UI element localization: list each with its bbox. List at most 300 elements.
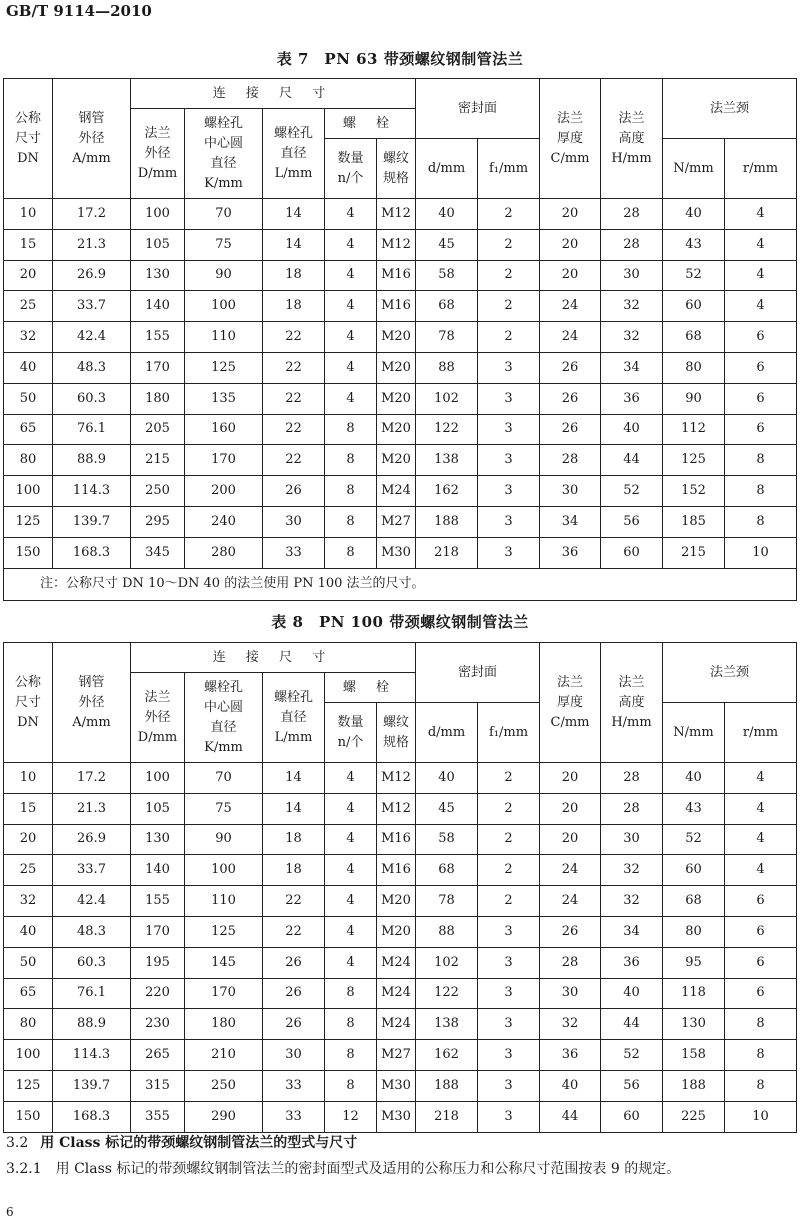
table-cell: 195 [131, 947, 185, 978]
table-cell: 40 [416, 763, 478, 794]
table-cell: 155 [131, 322, 185, 353]
table-cell: 65 [4, 414, 53, 445]
table-cell: 88.9 [53, 445, 131, 476]
table-cell: 280 [185, 537, 263, 568]
header-bolt: 螺 栓 [325, 673, 416, 703]
table-cell: 125 [4, 1070, 53, 1101]
table-row [4, 1009, 797, 1040]
table-cell: 43 [663, 793, 725, 824]
table-cell: 76.1 [53, 978, 131, 1009]
table-cell: 80 [4, 1009, 53, 1040]
table-cell: M20 [377, 414, 416, 445]
table-cell: 75 [185, 793, 263, 824]
header-dn [4, 79, 53, 199]
table-cell: 8 [325, 978, 377, 1009]
header-flange-od-line: D/mm [137, 729, 178, 745]
table-cell: 122 [416, 978, 478, 1009]
header-pipe-od [53, 643, 131, 763]
table-cell: 40 [663, 763, 725, 794]
table-cell: 4 [725, 824, 797, 855]
header-flange-thickness-line: 厚度 [557, 130, 584, 146]
table-cell: 42.4 [53, 886, 131, 917]
header-flange-neck: 法兰颈 [663, 79, 797, 139]
table-cell: 80 [663, 352, 725, 383]
table-cell: 8 [325, 506, 377, 537]
table-cell: 33.7 [53, 855, 131, 886]
table-cell: 15 [4, 793, 53, 824]
table-cell: 250 [185, 1070, 263, 1101]
table-cell: M20 [377, 916, 416, 947]
table-cell: 24 [540, 322, 601, 353]
header-pipe-od-line: 外径 [78, 694, 105, 710]
table-cell: 40 [416, 199, 478, 230]
header-connection: 连 接 尺 寸 [131, 79, 416, 109]
header-dn-line: 尺寸 [14, 130, 41, 146]
table-cell: 12 [325, 1101, 377, 1132]
table-cell: M16 [377, 824, 416, 855]
table-cell: 20 [540, 824, 601, 855]
table-cell: 30 [263, 506, 325, 537]
table-cell: 2 [478, 793, 540, 824]
table-cell: 225 [663, 1101, 725, 1132]
header-bolt-circle [185, 673, 263, 763]
table-cell: 8 [725, 1040, 797, 1071]
table-cell: 34 [601, 916, 663, 947]
header-thread-spec-line: 螺纹 [382, 714, 409, 730]
table-cell: 20 [4, 824, 53, 855]
table-cell: 138 [416, 445, 478, 476]
table-cell: 44 [540, 1101, 601, 1132]
table-cell: 240 [185, 506, 263, 537]
header-bolt-hole-line: 螺栓孔 [273, 125, 313, 141]
table-cell: 58 [416, 824, 478, 855]
table-cell: 26 [540, 916, 601, 947]
header-pipe-od-line: 钢管 [78, 110, 105, 126]
table-cell: 14 [263, 199, 325, 230]
table-cell: 52 [601, 476, 663, 507]
table-cell: 140 [131, 291, 185, 322]
table-cell: 139.7 [53, 506, 131, 537]
table-cell: 32 [4, 322, 53, 353]
table-cell: M12 [377, 229, 416, 260]
header-seal-d: d/mm [416, 703, 478, 763]
table-cell: 28 [601, 229, 663, 260]
table-row [4, 352, 797, 383]
table-cell: 8 [725, 445, 797, 476]
table-cell: 17.2 [53, 763, 131, 794]
header-dn-line: DN [17, 150, 39, 166]
table-cell: 118 [663, 978, 725, 1009]
table-cell: 28 [540, 947, 601, 978]
table-cell: 60 [601, 1101, 663, 1132]
table-cell: 44 [601, 445, 663, 476]
table-cell: M16 [377, 291, 416, 322]
table-cell: 30 [263, 1040, 325, 1071]
table-cell: 30 [540, 978, 601, 1009]
table-cell: 8 [725, 506, 797, 537]
table-cell: 18 [263, 824, 325, 855]
table-cell: 78 [416, 886, 478, 917]
table-cell: 26 [540, 414, 601, 445]
table-cell: 32 [4, 886, 53, 917]
table-cell: 30 [540, 476, 601, 507]
table-row [4, 199, 797, 230]
table-row [4, 1101, 797, 1132]
table-cell: 22 [263, 383, 325, 414]
table-cell: M24 [377, 1009, 416, 1040]
table-cell: 26 [263, 1009, 325, 1040]
paragraph-3-2-1 [6, 1157, 794, 1181]
header-bolt-circle-line: 直径 [210, 155, 237, 171]
header-bolt-hole-line: 直径 [280, 145, 307, 161]
header-bolt-hole-line: 螺栓孔 [273, 689, 313, 705]
table-cell: 18 [263, 291, 325, 322]
table-cell: M24 [377, 476, 416, 507]
table-cell: 4 [325, 947, 377, 978]
header-pipe-od [53, 79, 131, 199]
table-cell: 315 [131, 1070, 185, 1101]
table-cell: 8 [325, 1070, 377, 1101]
table-cell: 3 [478, 445, 540, 476]
table-cell: 14 [263, 793, 325, 824]
header-bolt-circle-line: 中心圆 [203, 699, 243, 715]
table-cell: 45 [416, 229, 478, 260]
table-cell: 68 [663, 886, 725, 917]
table-cell: M24 [377, 947, 416, 978]
header-flange-od-line: 法兰 [144, 689, 171, 705]
table-cell: 130 [131, 260, 185, 291]
table-cell: 60 [663, 855, 725, 886]
table-cell: 100 [4, 1040, 53, 1071]
table-cell: 102 [416, 947, 478, 978]
header-pipe-od-line: 外径 [78, 130, 105, 146]
table-cell: 105 [131, 793, 185, 824]
header-dn-line: 公称 [14, 110, 41, 126]
table-cell: 75 [185, 229, 263, 260]
table-cell: 48.3 [53, 916, 131, 947]
table-cell: 80 [663, 916, 725, 947]
header-bolt-hole [263, 673, 325, 763]
table-cell: 3 [478, 916, 540, 947]
table-cell: 8 [725, 476, 797, 507]
table-cell: M24 [377, 978, 416, 1009]
table-cell: 26.9 [53, 824, 131, 855]
table-cell: 4 [325, 352, 377, 383]
header-dn [4, 643, 53, 763]
header-bolt-circle-line: 直径 [210, 719, 237, 735]
table-cell: 135 [185, 383, 263, 414]
table-cell: 60.3 [53, 947, 131, 978]
header-bolt-qty-line: n/个 [337, 170, 364, 186]
table-row [4, 537, 797, 568]
table-row [4, 763, 797, 794]
table-cell: 6 [725, 886, 797, 917]
header-neck-r: r/mm [725, 703, 797, 763]
table-cell: 3 [478, 1009, 540, 1040]
table-cell: 188 [416, 1070, 478, 1101]
section-heading [6, 1132, 357, 1152]
table-cell: 17.2 [53, 199, 131, 230]
table-cell: 52 [663, 260, 725, 291]
table-row [4, 476, 797, 507]
table-cell: 22 [263, 414, 325, 445]
table-cell: 14 [263, 763, 325, 794]
paragraph-text: 用 Class 标记的带颈螺纹钢制管法兰的密封面型式及适用的公称压力和公称尺寸范围按表 9 的规定。 [55, 1161, 681, 1177]
table-cell: 162 [416, 476, 478, 507]
table-cell: 250 [131, 476, 185, 507]
table-row [4, 322, 797, 353]
header-thread-spec-line: 规格 [382, 734, 409, 750]
table-cell: 22 [263, 916, 325, 947]
header-flange-thickness-line: C/mm [550, 150, 590, 166]
table-cell: 4 [325, 793, 377, 824]
table-cell: 28 [601, 793, 663, 824]
table-cell: 4 [325, 383, 377, 414]
table-row [4, 947, 797, 978]
table-cell: 8 [325, 1009, 377, 1040]
table-cell: 65 [4, 978, 53, 1009]
table-cell: M27 [377, 1040, 416, 1071]
table-cell: 60 [601, 537, 663, 568]
table-cell: 52 [663, 824, 725, 855]
table-cell: 6 [725, 978, 797, 1009]
header-dn-line: 公称 [14, 674, 41, 690]
table-cell: 8 [325, 445, 377, 476]
table-cell: 36 [540, 537, 601, 568]
table-cell: 88 [416, 916, 478, 947]
table-cell: 24 [540, 855, 601, 886]
header-flange-od-line: 法兰 [144, 125, 171, 141]
table-cell: 105 [131, 229, 185, 260]
table-cell: 3 [478, 352, 540, 383]
table-cell: 22 [263, 445, 325, 476]
table-cell: 28 [540, 445, 601, 476]
table-cell: 28 [601, 763, 663, 794]
table-cell: 6 [725, 414, 797, 445]
table-cell: M30 [377, 1101, 416, 1132]
table-cell: 100 [185, 291, 263, 322]
table-cell: 48.3 [53, 352, 131, 383]
table-cell: 20 [540, 199, 601, 230]
header-thread-spec-line: 螺纹 [382, 150, 409, 166]
table-cell: M12 [377, 763, 416, 794]
table-cell: 3 [478, 1070, 540, 1101]
table-cell: 215 [663, 537, 725, 568]
header-flange-thickness [540, 79, 601, 199]
table-cell: 218 [416, 1101, 478, 1132]
table-cell: 4 [325, 886, 377, 917]
table-cell: 139.7 [53, 1070, 131, 1101]
table-cell: 34 [540, 506, 601, 537]
header-thread-spec [377, 703, 416, 763]
header-flange-thickness-line: 法兰 [557, 110, 584, 126]
header-flange-neck: 法兰颈 [663, 643, 797, 703]
header-bolt: 螺 栓 [325, 109, 416, 139]
table-cell: 21.3 [53, 793, 131, 824]
table-cell: 3 [478, 414, 540, 445]
header-flange-thickness-line: C/mm [550, 714, 590, 730]
table-cell: 2 [478, 824, 540, 855]
header-flange-height-line: H/mm [611, 150, 652, 166]
table-cell: 34 [601, 352, 663, 383]
table-cell: 3 [478, 947, 540, 978]
table-cell: 4 [325, 824, 377, 855]
header-neck-n: N/mm [663, 139, 725, 199]
table-cell: 15 [4, 229, 53, 260]
header-flange-thickness-line: 厚度 [557, 694, 584, 710]
table-cell: 158 [663, 1040, 725, 1071]
header-bolt-circle-line: 螺栓孔 [203, 679, 243, 695]
table-cell: 10 [725, 537, 797, 568]
table-cell: 32 [601, 291, 663, 322]
table-cell: 100 [4, 476, 53, 507]
table-cell: 24 [540, 291, 601, 322]
table-cell: 200 [185, 476, 263, 507]
table-cell: 45 [416, 793, 478, 824]
table-cell: 70 [185, 763, 263, 794]
table-cell: 125 [663, 445, 725, 476]
table-cell: 25 [4, 291, 53, 322]
header-bolt-qty [325, 139, 377, 199]
table-cell: 58 [416, 260, 478, 291]
header-flange-od-line: D/mm [137, 165, 178, 181]
table-cell: 3 [478, 476, 540, 507]
table-cell: 60 [663, 291, 725, 322]
header-bolt-qty-line: n/个 [337, 734, 364, 750]
header-flange-height-line: 高度 [618, 130, 645, 146]
table-cell: M20 [377, 445, 416, 476]
table-cell: 114.3 [53, 1040, 131, 1071]
table-cell: 95 [663, 947, 725, 978]
table-cell: 4 [325, 291, 377, 322]
table-cell: 24 [540, 886, 601, 917]
table-cell: 68 [416, 855, 478, 886]
table-cell: 210 [185, 1040, 263, 1071]
table-cell: 4 [725, 763, 797, 794]
table-cell: 56 [601, 506, 663, 537]
paragraph-number: 3.2.1 [6, 1161, 42, 1177]
table-cell: 10 [725, 1101, 797, 1132]
table-cell: 100 [185, 855, 263, 886]
table-cell: 130 [131, 824, 185, 855]
table-cell: 2 [478, 763, 540, 794]
header-flange-od [131, 109, 185, 199]
table-cell: 28 [601, 199, 663, 230]
table-cell: M30 [377, 537, 416, 568]
table-cell: 265 [131, 1040, 185, 1071]
header-neck-n: N/mm [663, 703, 725, 763]
header-flange-od-line: 外径 [144, 709, 171, 725]
table-row [4, 445, 797, 476]
table-cell: 68 [663, 322, 725, 353]
header-connection: 连 接 尺 寸 [131, 643, 416, 673]
table-cell: 345 [131, 537, 185, 568]
table-row [4, 916, 797, 947]
table-cell: 6 [725, 383, 797, 414]
table-cell: 150 [4, 537, 53, 568]
table-cell: 218 [416, 537, 478, 568]
table-cell: 140 [131, 855, 185, 886]
table-cell: 33 [263, 1070, 325, 1101]
table-cell: 2 [478, 199, 540, 230]
table-cell: 4 [725, 199, 797, 230]
header-seal-f1: f₁/mm [478, 139, 540, 199]
table-cell: 4 [725, 260, 797, 291]
header-flange-height-line: 高度 [618, 694, 645, 710]
table-row [4, 855, 797, 886]
table-cell: M20 [377, 322, 416, 353]
table-cell: 32 [601, 322, 663, 353]
table-cell: 3 [478, 537, 540, 568]
table-cell: 36 [540, 1040, 601, 1071]
table-cell: 76.1 [53, 414, 131, 445]
table-cell: 145 [185, 947, 263, 978]
table-cell: 20 [540, 763, 601, 794]
page-number: 6 [6, 1205, 14, 1219]
header-bolt-hole-line: 直径 [280, 709, 307, 725]
table-cell: 3 [478, 1040, 540, 1071]
table-cell: 88.9 [53, 1009, 131, 1040]
table-cell: 170 [185, 978, 263, 1009]
header-flange-height-line: H/mm [611, 714, 652, 730]
table-cell: 4 [325, 322, 377, 353]
table-cell: 4 [725, 229, 797, 260]
table-row [4, 414, 797, 445]
table-cell: 40 [540, 1070, 601, 1101]
table-cell: 4 [325, 855, 377, 886]
table-cell: M12 [377, 793, 416, 824]
table-cell: 18 [263, 855, 325, 886]
header-neck-r: r/mm [725, 139, 797, 199]
table-row [4, 1070, 797, 1101]
header-bolt-circle-line: 螺栓孔 [203, 115, 243, 131]
table-cell: 6 [725, 947, 797, 978]
header-sealing-face: 密封面 [416, 79, 540, 139]
table-cell: 26 [263, 978, 325, 1009]
section-title: 用 Class 标记的带颈螺纹钢制管法兰的型式与尺寸 [40, 1135, 358, 1151]
table-cell: 205 [131, 414, 185, 445]
header-bolt-circle [185, 109, 263, 199]
table-cell: 122 [416, 414, 478, 445]
table-cell: 170 [131, 916, 185, 947]
table-cell: 42.4 [53, 322, 131, 353]
table-7-title: 表 7 PN 63 带颈螺纹钢制管法兰 [276, 50, 524, 68]
table-cell: 20 [540, 229, 601, 260]
table-row [4, 291, 797, 322]
table-cell: 32 [540, 1009, 601, 1040]
header-bolt-qty-line: 数量 [337, 150, 364, 166]
header-seal-f1: f₁/mm [478, 703, 540, 763]
table-row [4, 793, 797, 824]
table-cell: 33 [263, 537, 325, 568]
table-cell: 8 [325, 1040, 377, 1071]
table-cell: 90 [185, 824, 263, 855]
table-cell: 10 [4, 199, 53, 230]
header-thread-spec [377, 139, 416, 199]
table-cell: 20 [4, 260, 53, 291]
table-cell: 4 [325, 763, 377, 794]
header-thread-spec-line: 规格 [382, 170, 409, 186]
table-cell: 26 [540, 352, 601, 383]
table-cell: 3 [478, 383, 540, 414]
table-cell: 88 [416, 352, 478, 383]
standard-code: GB/T 9114—2010 [6, 2, 152, 20]
header-flange-height [601, 643, 663, 763]
section-number: 3.2 [6, 1135, 29, 1151]
table-cell: 52 [601, 1040, 663, 1071]
table-cell: M20 [377, 886, 416, 917]
table-cell: 180 [185, 1009, 263, 1040]
